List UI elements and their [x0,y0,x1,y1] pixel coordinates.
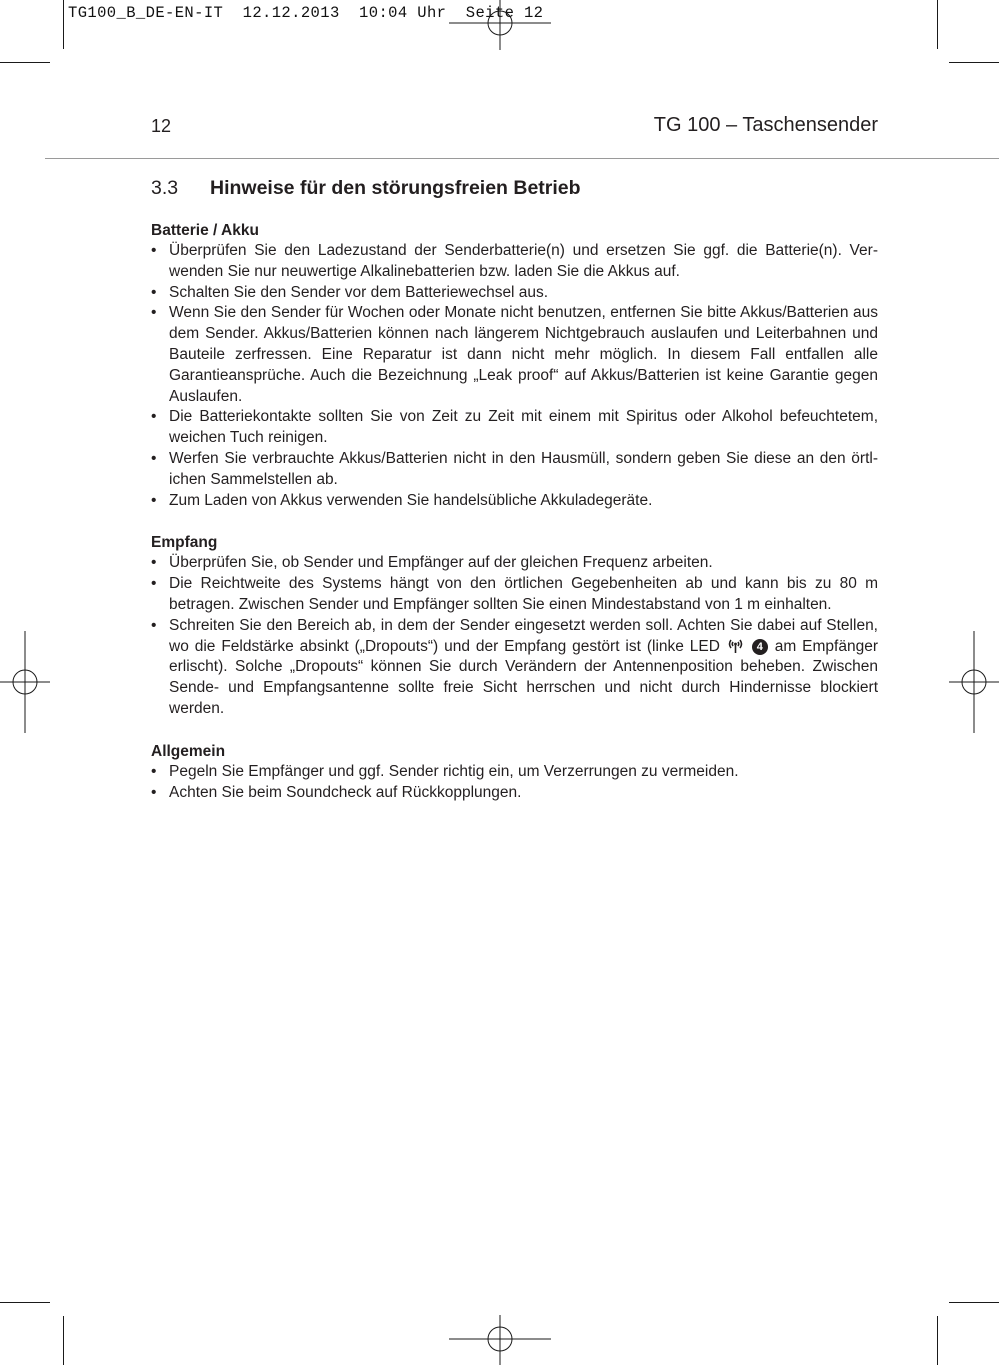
page-number: 12 [151,116,172,136]
registration-mark-bottom [449,1315,551,1365]
crop-mark [949,62,999,63]
list-item: • Die Reichtweite des Systems hängt von den örtlichen Gegebenheiten ab und kann bis zu 80 m betragen. Zwischen Sender und Empfänger sollten Sie einen Mindestabstand von 1 m einhalten. [151,574,878,616]
section-number: 3.3 [151,177,179,199]
print-slug: TG100_B_DE-EN-IT 12.12.2013 10:04 Uhr Seite 12 [68,4,544,22]
crop-mark [937,0,938,49]
block-heading-allgemein: Allgemein [151,742,226,760]
list-item: • Pegeln Sie Empfänger und ggf. Sender richtig ein, um Verzerrungen zu vermeiden. [151,762,878,783]
section-heading [151,172,878,204]
crop-mark [63,0,64,49]
crop-mark [0,1302,50,1303]
list-item: • Werfen Sie verbrauchte Akkus/Batterien nicht in den Hausmüll, sondern geben Sie diese an den örtlichen Sammelstellen ab. [151,449,878,491]
list-item: • Zum Laden von Akkus verwenden Sie handelsübliche Akkuladegeräte. [151,491,878,512]
list-item: • Schalten Sie den Sender vor dem Batteriewechsel aus. [151,283,878,304]
bullet-list-batterie [151,241,878,511]
list-item: • Achten Sie beim Soundcheck auf Rückkopplungen. [151,783,878,804]
block-heading-empfang: Empfang [151,534,218,552]
registration-mark-top [449,0,551,50]
header-rule [45,158,999,159]
bullet-list-allgemein [151,762,878,804]
list-item: • Überprüfen Sie, ob Sender und Empfänger auf der gleichen Frequenz arbeiten. [151,553,878,574]
registration-mark-left [0,631,50,733]
main-content [151,172,878,803]
antenna-icon [727,639,744,653]
list-item: • Wenn Sie den Sender für Wochen oder Monate nicht benutzen, entfernen Sie bitte Akkus/Batterien aus dem Sender. Akkus/Batterien können nach längerem Nichtgebrauch auslaufen und Leiterbahnen und Bauteile zerfressen. Eine Reparatur ist dann nicht mehr möglich. In diesem Fall entfallen alle Garantieansprüche. Auch die Bezeichnung „Leak proof“ auf Akkus/Batterien ist keine Garantie gegen Auslaufen. [151,303,878,407]
block-heading-batterie: Batterie / Akku [151,222,259,239]
led-text-before: Schreiten Sie den Bereich ab, in dem der Sender eingesetzt werden soll. Achten Sie dabei auf Stellen, wo die Feldstärke absinkt („Dropouts“) und der Empfang gestört ist (linke LED [169,616,878,655]
led-text-after: am Empfänger erlischt). Solche „Dropouts“ können Sie durch Verändern der Antennenposition beheben. Zwischen Sende- und Empfangsantenne sollte freie Sicht herrschen und nicht durch Hindernisse blockiert werden. [169,637,878,717]
list-item: • Die Batteriekontakte sollten Sie von Zeit zu Zeit mit einem mit Spiritus oder Alkohol befeuchtetem, weichen Tuch reinigen. [151,407,878,449]
bullet-list-empfang [151,553,878,719]
list-item: • Überprüfen Sie den Ladezustand der Senderbatterie(n) und ersetzen Sie ggf. die Batterie(n). Verwenden Sie nur neuwertige Alkalinebatterien bzw. laden Sie die Akkus auf. [151,241,878,283]
section-title: Hinweise für den störungsfreien Betrieb [210,177,581,199]
crop-mark [949,1302,999,1303]
running-title: TG 100 – Taschensender [653,114,878,136]
registration-mark-right [949,631,999,733]
crop-mark [0,62,50,63]
crop-mark [63,1316,64,1365]
list-item-led [151,616,878,720]
crop-mark [937,1316,938,1365]
reference-number-badge: 4 [752,639,768,655]
